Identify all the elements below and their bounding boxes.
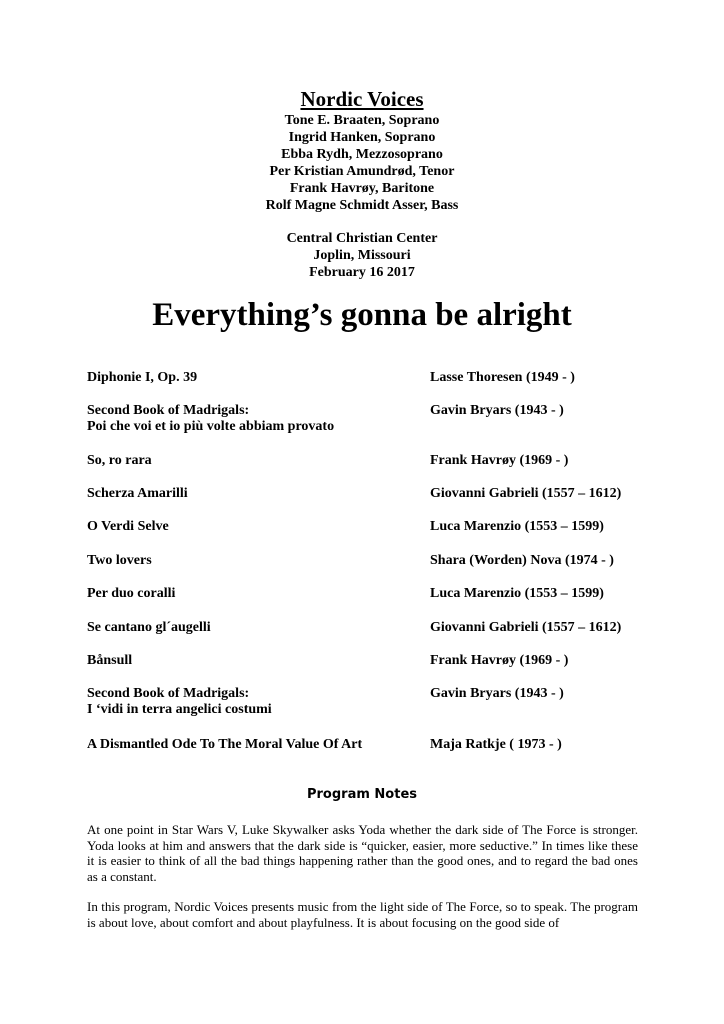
work-title xyxy=(87,586,417,602)
work-title-line: Second Book of Madrigals: xyxy=(87,686,250,701)
performer: Per Kristian Amundrød, Tenor xyxy=(269,164,455,179)
work-title xyxy=(87,620,417,636)
composer: Frank Havrøy (1969 - ) xyxy=(430,653,569,668)
composer: Frank Havrøy (1969 - ) xyxy=(430,453,569,468)
ensemble-name: Nordic Voices xyxy=(300,87,424,111)
work-title-line: Diphonie I, Op. 39 xyxy=(87,370,198,385)
work-title xyxy=(87,686,417,718)
work-title-line: Poi che voi et io più volte abbiam provato xyxy=(87,419,335,434)
composer: Maja Ratkje ( 1973 - ) xyxy=(430,737,562,752)
work-title xyxy=(87,486,417,502)
composer: Gavin Bryars (1943 - ) xyxy=(430,686,564,701)
venue-city: Joplin, Missouri xyxy=(313,248,411,263)
composer: Luca Marenzio (1553 – 1599) xyxy=(430,586,604,601)
composer: Giovanni Gabrieli (1557 – 1612) xyxy=(430,486,622,501)
work-title xyxy=(87,403,417,435)
work-title-line: Second Book of Madrigals: xyxy=(87,403,250,418)
work-title-line: Two lovers xyxy=(87,553,152,568)
work-title xyxy=(87,453,417,469)
performer: Tone E. Braaten, Soprano xyxy=(284,113,440,128)
work-title xyxy=(87,553,417,569)
work-title-line: So, ro rara xyxy=(87,453,152,468)
performer: Rolf Magne Schmidt Asser, Bass xyxy=(265,198,459,213)
work-title xyxy=(87,519,417,535)
work-title-line: I ‘vidi in terra angelici costumi xyxy=(87,702,272,717)
composer: Luca Marenzio (1553 – 1599) xyxy=(430,519,604,534)
performer: Ingrid Hanken, Soprano xyxy=(288,130,436,145)
work-title xyxy=(87,653,417,669)
program-notes-heading: Program Notes xyxy=(306,787,417,802)
venue-block xyxy=(0,230,724,281)
composer: Shara (Worden) Nova (1974 - ) xyxy=(430,553,614,568)
work-title xyxy=(87,737,417,753)
work-title-line: Scherza Amarilli xyxy=(87,486,188,501)
program-notes-paragraph: At one point in Star Wars V, Luke Skywalker asks Yoda whether the dark side of The Force is stronger. Yoda looks at him and answers that the dark side is “quicker, easier, more seductive.” In times like these it is easier to think of all the bad things happening rather than the good ones, and to regard the bad ones as a constant. xyxy=(87,822,638,884)
work-title xyxy=(87,370,417,386)
performer-list xyxy=(0,112,724,214)
work-title-line: O Verdi Selve xyxy=(87,519,169,534)
venue-name: Central Christian Center xyxy=(286,231,438,246)
concert-title: Everything’s gonna be alright xyxy=(152,297,572,333)
work-title-line: Se cantano gl´augelli xyxy=(87,620,211,635)
concert-date: February 16 2017 xyxy=(309,265,415,280)
composer: Giovanni Gabrieli (1557 – 1612) xyxy=(430,620,622,635)
composer: Lasse Thoresen (1949 - ) xyxy=(430,370,575,385)
work-title-line: Per duo coralli xyxy=(87,586,176,601)
performer: Frank Havrøy, Baritone xyxy=(289,181,435,196)
program-notes-paragraph: In this program, Nordic Voices presents music from the light side of The Force, so to speak. The program is about love, about comfort and about playfulness. It is about focusing on the good side of xyxy=(87,899,638,930)
composer: Gavin Bryars (1943 - ) xyxy=(430,403,564,418)
work-title-line: Bånsull xyxy=(87,653,133,668)
performer: Ebba Rydh, Mezzosoprano xyxy=(281,147,443,162)
work-title-line: A Dismantled Ode To The Moral Value Of Art xyxy=(87,737,363,752)
